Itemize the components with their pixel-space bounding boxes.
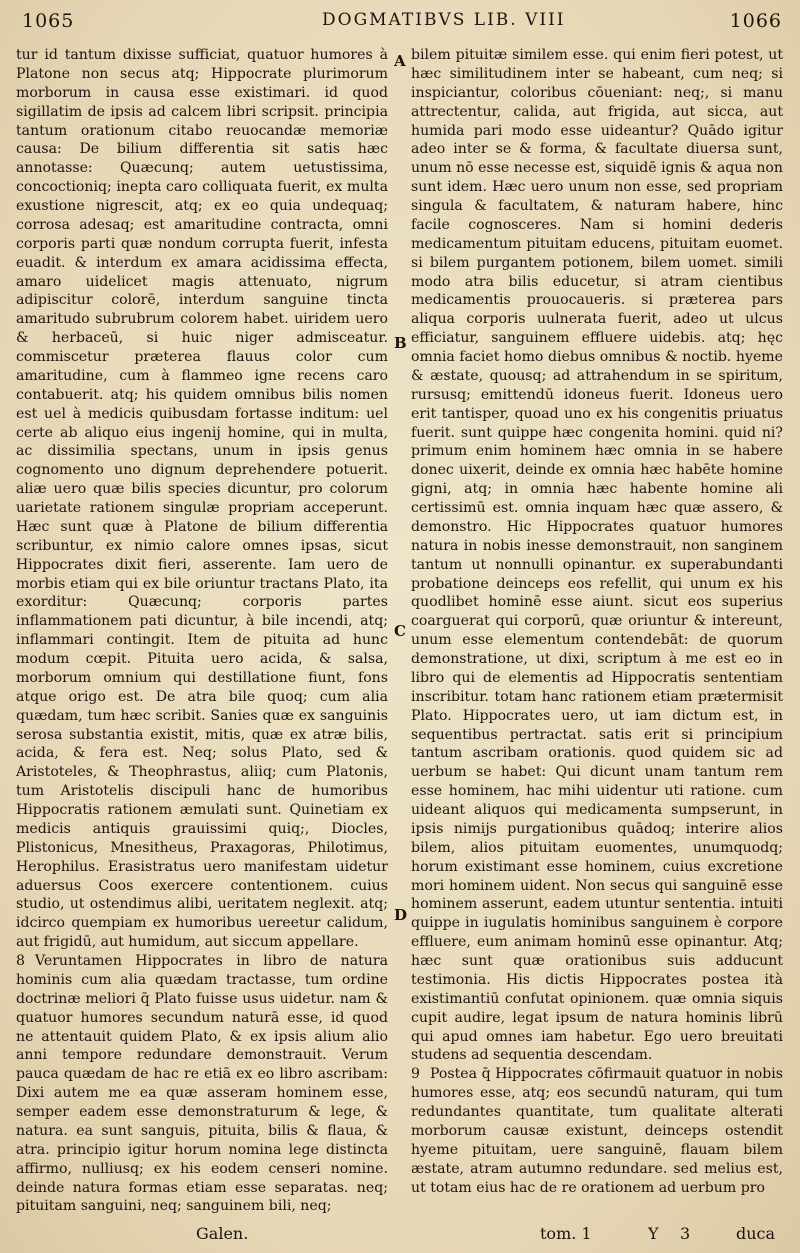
left-paragraph-2 [16,952,388,1216]
left-paragraph-2-text: Veruntamen Hippocrates in libro de natura hominis cum alia quædam tractasse, tum ordine doctrinæ meliori q̄ Plato fuisse usus uidetur. nam & quatuor humores secundum naturā esse, id quod ne attentauit quidem Plato, & ex ipsis alium alio anni tempore redundare demonstrauit. Verum pauca quædam de hac re etiā ex eo libro ascribam: Dixi autem me ea quæ asseram hominem esse, semper eadem esse demonstraturum & lege, & natura. ea sunt sanguis, pituita, bilis & flaua, & atra. principio igitur horum nomina lege distincta affirmo, nulliusq; ex his eodem censeri nomine. deinde natura formas etiam esse separatas. neq; pituitam sanguini, neq; sanguinem bili, neq; [16,953,388,1215]
right-paragraph-1: bilem pituitæ similem esse. qui enim fieri potest, ut hæc similitudinem inter se habeant, cum neq; si inspiciantur, coloribus cōueniant: neq;, si manu attrectentur, calida, aut frigida, aut sicca, aut humida pari modo esse uideantur? Quādo igitur adeo inter se & forma, & facultate diuersa sunt, unum nō esse necesse est, siquidē ignis & aqua non sunt idem. Hæc uero unum non esse, sed propriam singula & facultatem, & naturam habere, hinc facile cognosceres. Nam si homini dederis medicamentum pituitam educens, pituitam euomet. si bilem purgantem potionem, bilem uomet. simili modo atra bilis educetur, si atram cientibus medicamentis prouocaueris. si præterea pars aliqua corporis uulnerata fuerit, adeo ut ulcus efficiatur, sanguinem effluere uidebis. atq; hęc omnia faciet homo diebus omnibus & noctib. hyeme & æstate, quousq; ad attrahendum in se spiritum, rursusq; emittendū idoneus fuerit. Idoneus uero erit tantisper, quoad uno ex his congenitis priuatus fuerit. sunt quippe hæc congenita homini. quid ni? primum enim hominem hæc omnia in se habere donec uixerit, deinde ex omnia hæc habēte homine gigni, atq; in omnia hæc habente homine ali certissimū est. omnia inquam hæc quæ assero, & demonstro. Hic Hippocrates quatuor humores natura in nobis inesse demonstrauit, non sanginem tantum ut nonnulli opinantur. ex superabundanti probatione deinceps eos refellit, qui unum ex his quodlibet hominē esse aiunt. sicut eos superius coarguerat qui corporū, quæ oriuntur & intereunt, unum esse elementum contendebāt: de quorum demonstratione, ut dixi, scriptum à me est eo in libro qui de elementis ad Hippocratis sententiam inscribitur. totam hanc rationem etiam prætermisit Plato. Hippocrates uero, ut iam dictum est, in sequentibus pertractat. satis erit si principium tantum ascribam orationis. quod quidem sic ad uerbum se habet: Qui dicunt unam tantum rem esse hominem, hac mihi uidentur uti ratione. cum uideant aliquos qui medicamenta sumpserunt, in ipsis nimijs purgationibus quādoq; interire alios bilem, alios pituitam euomentes, unumquodq; horum existimant esse hominem, cuius excretione mori hominem uident. Non secus qui sanguinē esse hominem asserunt, eadem utuntur sententia. intuiti quippe in iugulatis hominibus sanguinem è corpore effluere, eum animam hominū esse opinantur. Atq; hæc sunt quæ orationibus suis adducunt testimonia. His dictis Hippocrates postea ità existimantiū confutat opinionem. quæ omnia siquis cupit audire, legat ipsum de natura hominis librū qui apud omnes iam habetur. Ego uero breuitati studens ad sequentia descendam. [411,47,783,1064]
running-header [22,4,786,34]
signature-mark: tom. 1 [540,1224,592,1243]
page-number-right: 1066 [729,10,782,32]
margin-letter-d: D [394,906,408,924]
catchword-left: Galen. [196,1224,249,1243]
right-column [411,46,783,1197]
right-paragraph-2-text: Postea q̄ Hippocrates cōfirmauit quatuor in nobis humores esse, atq; eos secundū naturam, qui tum redundantes quantitate, tum qualitate alterati morborum causæ existunt, deinceps ostendit hyeme pituitam, uere sanguinē, flauam bilem æstate, atram autumno redundare. sed melius est, ut totam eius hac de re orationem ad uerbum pro [411,1066,783,1196]
gathering-letter: Y [648,1224,659,1243]
page-number-left: 1065 [22,10,75,32]
paragraph-number-8: 8 [16,953,25,969]
page-footer [0,1222,800,1248]
margin-letter-a: A [394,52,406,70]
right-paragraph-2 [411,1065,783,1197]
paragraph-number-9: 9 [411,1066,420,1083]
margin-letter-c: C [394,622,406,640]
left-column [16,46,388,1216]
catchword-right: duca [736,1224,776,1243]
gathering-number: 3 [680,1224,691,1243]
running-title: DOGMATIBVS LIB. VIII [322,10,566,30]
margin-letter-b: B [394,334,407,352]
left-paragraph-1: tur id tantum dixisse sufficiat, quatuor humores à Platone non secus atq; Hippocrate plurimorum morborum in causa esse existimari. id quod sigillatim de ipsis ad calcem libri scripsit. principia tantum orationum citabo reuocandæ memoriæ causa: De bilium differentia sit satis hæc annotasse: Quæcunq; autem uetustissima, concoctioniq; inepta caro colliquata fuerit, ex multa exustione nigrescit, atq; ex eo quia undequaq; corrosa adesaq; est amaritudine contracta, omni corporis parti quæ nondum corrupta fuerit, infesta euadit. & interdum ex amara acidissima effecta, amaro uidelicet magis attenuato, nigrum adipiscitur colorē, interdum sanguine tincta amaritudo subrubrum colorem habet. uiridem uero & herbaceū, si huic niger admisceatur. commiscetur præterea flauus color cum amaritudine, cum à flammeo igne recens caro contabuerit. atq; his quidem omnibus bilis nomen est uel à medicis quibusdam fortasse inditum: uel certe ab aliquo eius ingenij homine, qui in multa, ac dissimilia spectans, unum in ipsis genus cognomento uno dignum deprehendere potuerit. aliæ uero quæ bilis species dicuntur, pro colorum uarietate rationem singulæ propriam acceperunt. Hæc sunt quæ à Platone de bilium differentia scribuntur, ex nimio calore omnes ipsas, sicut Hippocrates dixit fieri, asserente. Iam uero de morbis etiam qui ex bile oriuntur tractans Plato, ita exorditur: Quæcunq; corporis partes inflammationem pati dicuntur, à bile incendi, atq; inflammari contingit. Item de pituita ad hunc modum cœpit. Pituita uero acida, & salsa, morborum omnium qui destillatione fiunt, fons atque origo est. De atra bile quoq; cum alia quædam, tum hæc scribit. Sanies quæ ex sanguinis serosa substantia existit, mitis, quæ ex atræ bilis, acida, & fera est. Neq; solus Plato, sed & Aristoteles, & Theophrastus, aliiq; cum Platonis, tum Aristotelis discipuli hanc de humoribus Hippocratis rationem æmulati sunt. Quinetiam ex medicis antiquis grauissimi quiq;, Diocles, Plistonicus, Mnesitheus, Praxagoras, Philotimus, Herophilus. Erasistratus uero manifestam uidetur aduersus Coos exercere contentionem. cuius studio, ut ostendimus alibi, ueritatem neglexit. atq; idcirco quempiam ex humoribus uereetur calidum, aut frigidū, aut humidum, aut siccum appellare. [16,47,388,951]
